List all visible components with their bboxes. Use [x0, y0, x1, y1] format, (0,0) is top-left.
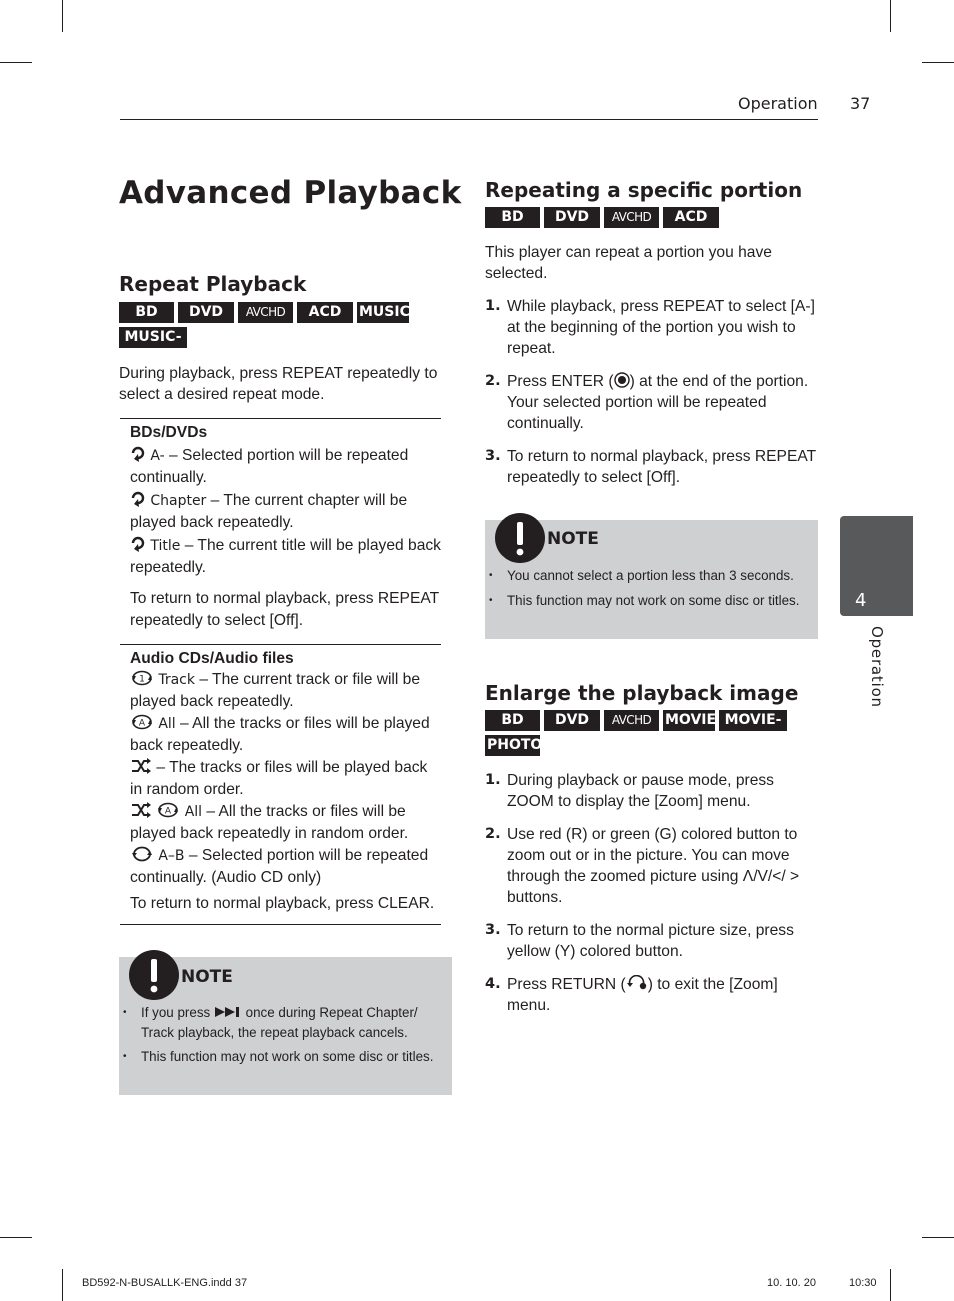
repeat-entry-all [130, 713, 442, 757]
shuffle-icon [130, 757, 152, 775]
shuffle-icon [130, 801, 152, 819]
repeat-one-icon [130, 669, 154, 687]
enlarge-badges [485, 710, 815, 756]
audio-entries [130, 669, 442, 889]
page-number: 37 [850, 94, 871, 113]
mode-description: – Selected portion will be repeated continually. [130, 447, 409, 486]
repeat-playback-badges [119, 302, 449, 366]
table-rule-bottom [120, 924, 441, 925]
repeat-entry-chapter [130, 490, 442, 534]
badge-music-n: MUSIC-N [119, 327, 187, 348]
running-header-section: Operation [738, 94, 818, 113]
badge-avchd: AVCHD [604, 710, 659, 731]
bd-dvd-entries [130, 445, 442, 579]
enlarge-title: Enlarge the playback image [485, 681, 799, 705]
table-rule-top [120, 418, 441, 419]
repeat-playback-intro: During playback, press REPEAT repeatedly to select a desired repeat mode. [119, 365, 438, 403]
note-list [485, 566, 813, 610]
badge-movie: MOVIE [663, 710, 715, 731]
badge-bd: BD [485, 710, 540, 731]
repeat-playback-title: Repeat Playback [119, 272, 307, 296]
badge-photo: PHOTO [485, 735, 540, 756]
badge-bd: BD [119, 302, 174, 323]
badge-acd: ACD [297, 302, 353, 323]
badge-movie-n: MOVIE-N [719, 710, 787, 731]
step-item: 2. Press ENTER ( ) at the end of the portion. Your selected portion will be repeated continually. [485, 373, 809, 432]
mode-description: – The current title will be played back repeatedly. [130, 537, 441, 576]
step-item: 3. To return to the normal picture size, press yellow (Y) colored button. [485, 922, 794, 960]
badge-bd: BD [485, 207, 540, 228]
step-item: 2. Use red (R) or green (G) colored button to zoom out or in the picture. You can move through the zoomed picture using Λ/V/</ > buttons. [485, 826, 800, 906]
repeat-portion-badges [485, 207, 815, 228]
footer-date: 10. 10. 20 [767, 1277, 816, 1289]
mode-label: A- [150, 448, 165, 464]
repeat-portion-intro: This player can repeat a portion you have selected. [485, 244, 772, 282]
mode-description: – All the tracks or files will be played back repeatedly. [130, 715, 430, 754]
badge-dvd: DVD [544, 207, 600, 228]
repeat-portion-title: Repeating a specific portion [485, 178, 803, 202]
footer-time: 10:30 [849, 1277, 877, 1289]
note-box-portion [485, 520, 818, 639]
table-rule-mid [120, 644, 441, 645]
mode-description: – Selected portion will be repeated continually. (Audio CD only) [130, 847, 429, 886]
audio-return-text: To return to normal playback, press CLEAR. [130, 895, 435, 912]
repeat-arrow-icon [130, 490, 146, 508]
footer-filename: BD592-N-BUSALLK-ENG.indd 37 [82, 1277, 248, 1289]
mode-label: A–B [158, 848, 185, 864]
repeat-entry-a [130, 445, 442, 489]
repeat-all-icon [130, 713, 154, 731]
note-box-repeat [119, 957, 452, 1095]
repeat-entry-a-b [130, 845, 442, 889]
mode-label: Chapter [150, 493, 207, 509]
note-item: • This function may not work on some disc or titles. [119, 1047, 444, 1067]
badge-avchd: AVCHD [238, 302, 293, 323]
repeat-ab-icon [130, 845, 154, 863]
svg-text:A: A [165, 806, 172, 817]
repeat-arrow-icon [130, 535, 146, 553]
repeat-entry-shuffle [130, 757, 442, 801]
exclamation-icon [494, 512, 546, 564]
page-title: Advanced Playback [119, 175, 462, 211]
mode-label: All [184, 804, 203, 820]
repeat-arrow-icon [130, 445, 146, 463]
note-title: NOTE [181, 967, 233, 987]
note-item: • This function may not work on some disc or titles. [485, 591, 813, 611]
chapter-tab [840, 516, 913, 616]
note-item: • You cannot select a portion less than 3 seconds. [485, 566, 813, 586]
header-rule [120, 119, 818, 120]
badge-dvd: DVD [544, 710, 600, 731]
enter-button-icon [614, 372, 630, 388]
mode-label: Track [158, 672, 195, 688]
mode-label: Title [150, 538, 181, 554]
enlarge-steps [485, 770, 817, 1028]
mode-description: – All the tracks or files will be played back repeatedly in random order. [130, 803, 409, 842]
return-button-icon [626, 975, 648, 991]
repeat-portion-steps [485, 296, 817, 500]
repeat-all-icon [156, 801, 180, 819]
badge-music: MUSIC [357, 302, 409, 323]
mode-label: All [158, 716, 176, 732]
step-item: 1. During playback or pause mode, press ZOOM to display the [Zoom] menu. [485, 772, 774, 810]
repeat-entry-shuffle-all [130, 801, 442, 845]
chapter-tab-label: Operation [868, 626, 886, 708]
svg-text:A: A [138, 718, 146, 729]
audio-heading: Audio CDs/Audio files [130, 650, 294, 667]
bd-dvd-return-text: To return to normal playback, press REPEAT repeatedly to select [Off]. [130, 590, 439, 629]
step-item: 4. Press RETURN ( ) to exit the [Zoom] menu. [485, 976, 778, 1014]
note-title: NOTE [547, 529, 599, 549]
skip-forward-icon [214, 1006, 242, 1018]
exclamation-icon [128, 949, 180, 1001]
mode-description: – The current chapter will be played back repeatedly. [130, 492, 408, 531]
repeat-entry-title [130, 535, 442, 579]
note-list [119, 1003, 444, 1067]
step-item: 1. While playback, press REPEAT to select [A-] at the beginning of the portion you wish to repeat. [485, 298, 815, 357]
repeat-entry-track [130, 669, 442, 713]
mode-description: – The current track or file will be played back repeatedly. [130, 671, 421, 710]
chapter-tab-number: 4 [855, 590, 867, 611]
svg-text:1: 1 [139, 674, 145, 685]
badge-acd: ACD [663, 207, 719, 228]
badge-dvd: DVD [178, 302, 234, 323]
note-item: • If you press once during Repeat Chapter/ Track playback, the repeat playback cancels. [119, 1003, 444, 1042]
mode-description: – The tracks or files will be played back in random order. [130, 759, 428, 798]
step-item: 3. To return to normal playback, press REPEAT repeatedly to select [Off]. [485, 448, 816, 486]
bd-dvd-heading: BDs/DVDs [130, 424, 208, 441]
badge-avchd: AVCHD [604, 207, 659, 228]
